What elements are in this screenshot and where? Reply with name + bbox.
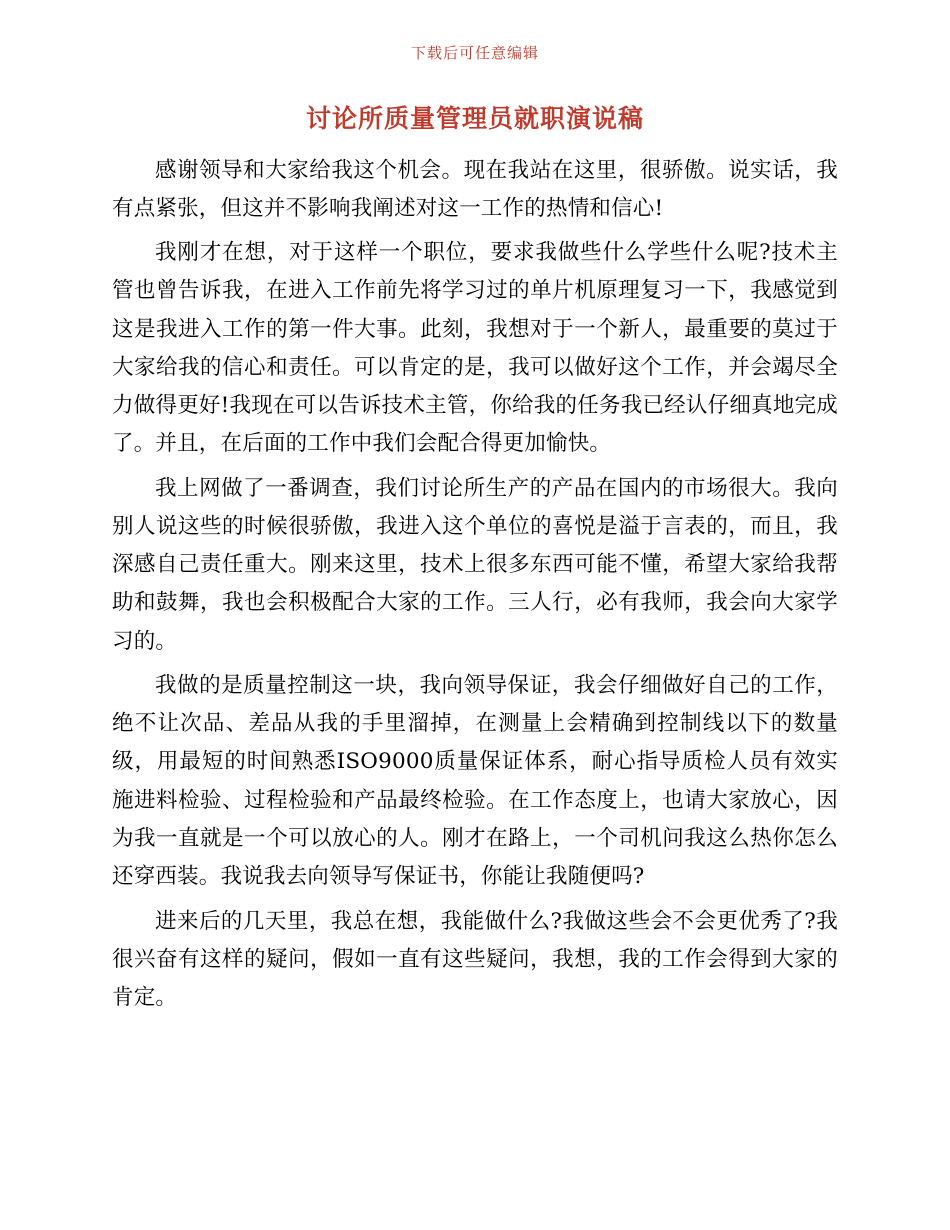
paragraph: 感谢领导和大家给我这个机会。现在我站在这里，很骄傲。说实话，我有点紧张，但这并不影响我阐述对这一工作的热情和信心!	[112, 157, 838, 221]
paragraph: 我做的是质量控制这一块，我向领导保证，我会仔细做好自己的工作，绝不让次品、差品从我的手里溜掉，在测量上会精确到控制线以下的数量级，用最短的时间熟悉ISO9000质量保证体系，耐心指导质检人员有效实施进料检验、过程检验和产品最终检验。在工作态度上，也请大家放心，因为我一直就是一个可以放心的人。刚才在路上，一个司机问我这么热你怎么还穿西装。我说我去向领导写保证书，你能让我随便吗?	[112, 672, 838, 890]
paragraph: 我上网做了一番调查，我们讨论所生产的产品在国内的市场很大。我向别人说这些的时候很骄傲，我进入这个单位的喜悦是溢于言表的，而且，我深感自己责任重大。刚来这里，技术上很多东西可能不懂，希望大家给我帮助和鼓舞，我也会积极配合大家的工作。三人行，必有我师，我会向大家学习的。	[112, 475, 838, 654]
page-title: 讨论所质量管理员就职演说稿	[305, 104, 644, 133]
paragraph: 进来后的几天里，我总在想，我能做什么?我做这些会不会更优秀了?我很兴奋有这样的疑问，假如一直有这些疑问，我想，我的工作会得到大家的肯定。	[112, 908, 838, 1011]
download-note: 下载后可任意编辑	[410, 44, 539, 62]
document-body	[112, 100, 838, 1023]
paragraph: 我刚才在想，对于这样一个职位，要求我做些什么学些什么呢?技术主管也曾告诉我，在进入工作前先将学习过的单片机原理复习一下，我感觉到这是我进入工作的第一件大事。此刻，我想对于一个新人，最重要的莫过于大家给我的信心和责任。可以肯定的是，我可以做好这个工作，并会竭尽全力做得更好!我现在可以告诉技术主管，你给我的任务我已经认仔细真地完成了。并且，在后面的工作中我们会配合得更加愉快。	[112, 240, 838, 457]
